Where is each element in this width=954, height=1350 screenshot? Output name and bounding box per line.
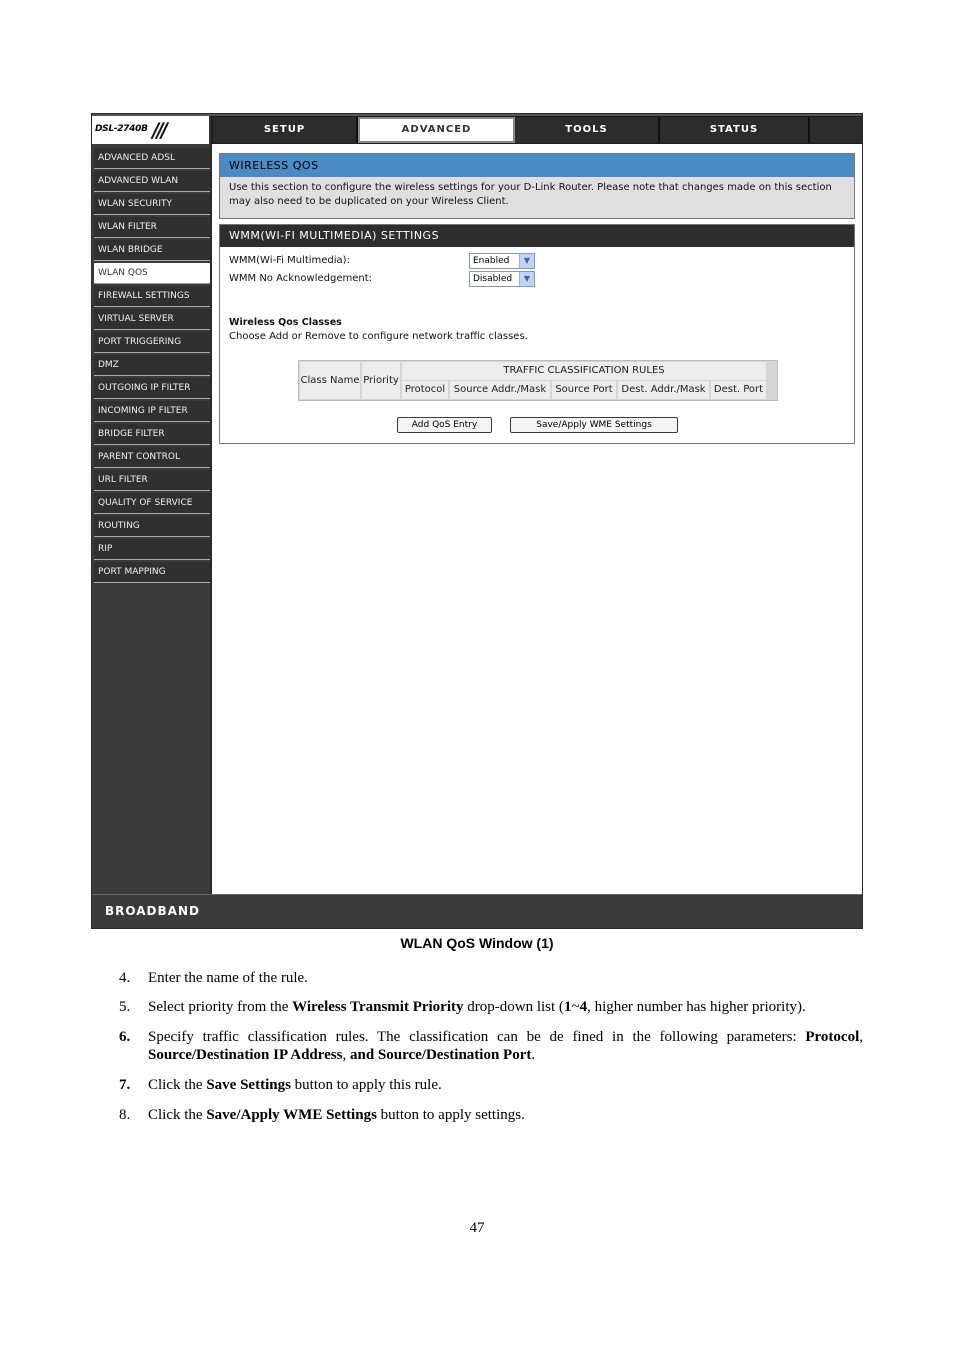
sidebar-item-parent-control[interactable]: PARENT CONTROL: [94, 447, 210, 468]
col-class-name: Class Name: [300, 362, 360, 399]
sidebar-item-dmz[interactable]: DMZ: [94, 355, 210, 376]
step-text: [148, 1029, 863, 1046]
step-text-continued: [148, 1047, 535, 1064]
sidebar-item-rip[interactable]: RIP: [94, 539, 210, 560]
text-segment: drop-down list (: [463, 999, 564, 1015]
page-number: 47: [469, 1220, 485, 1236]
bold-term: Save Settings: [206, 1077, 291, 1093]
save-apply-wme-button[interactable]: Save/Apply WME Settings: [510, 417, 678, 433]
step-text: [148, 1077, 442, 1094]
bold-term: 1: [563, 999, 572, 1015]
bold-term: Source/Destination IP Address: [148, 1047, 343, 1063]
wmm-settings-section: [219, 224, 855, 444]
sidebar-item-port-mapping[interactable]: PORT MAPPING: [94, 562, 210, 583]
sidebar-item-url-filter[interactable]: URL FILTER: [94, 470, 210, 491]
wmm-label: WMM(Wi-Fi Multimedia):: [229, 255, 350, 266]
wmm-select-value: Enabled: [473, 256, 510, 266]
text-segment: Enter the name of the rule.: [148, 970, 308, 986]
sidebar-item-port-triggering[interactable]: PORT TRIGGERING: [94, 332, 210, 353]
step-text: [148, 1107, 525, 1124]
sidebar-item-advanced-adsl[interactable]: ADVANCED ADSL: [94, 148, 210, 169]
text-segment: ,: [859, 1029, 863, 1045]
step-number: 4.: [119, 970, 131, 986]
section-description: Use this section to configure the wireless settings for your D-Link Router. Please note that changes made on this section may also need to be duplicated on your Wireless Client.: [229, 182, 832, 207]
text-segment: Click the: [148, 1107, 207, 1123]
wireless-qos-section: [219, 153, 855, 219]
chevron-down-icon: ▼: [519, 254, 534, 268]
model-name: DSL-2740B: [95, 124, 148, 134]
wmm-select[interactable]: [469, 253, 535, 269]
col-source-addr: Source Addr./Mask: [450, 381, 550, 399]
footer-bar: [92, 894, 862, 928]
text-segment: ~: [571, 999, 580, 1015]
tab-status[interactable]: STATUS: [660, 117, 810, 143]
sidebar-item-wlan-security[interactable]: WLAN SECURITY: [94, 194, 210, 215]
figure-caption: WLAN QoS Window (1): [400, 935, 554, 951]
step-number: 5.: [119, 999, 131, 1015]
sidebar-item-incoming-ip-filter[interactable]: INCOMING IP FILTER: [94, 401, 210, 422]
col-protocol: Protocol: [402, 381, 448, 399]
chevron-down-icon: ▼: [519, 272, 534, 286]
sidebar: [92, 144, 212, 894]
text-segment: button to apply this rule.: [290, 1077, 442, 1093]
sidebar-item-firewall-settings[interactable]: FIREWALL SETTINGS: [94, 286, 210, 307]
sidebar-item-virtual-server[interactable]: VIRTUAL SERVER: [94, 309, 210, 330]
col-source-port: Source Port: [552, 381, 616, 399]
tab-tools[interactable]: TOOLS: [515, 117, 660, 143]
tab-setup[interactable]: SETUP: [213, 117, 358, 143]
top-nav-bar: [92, 114, 862, 144]
step-number: 7.: [119, 1077, 131, 1093]
section-title: WMM(WI-FI MULTIMEDIA) SETTINGS: [220, 225, 854, 247]
router-logo: [92, 116, 211, 144]
bold-term: and Source/Destination Port: [349, 1047, 532, 1063]
col-priority: Priority: [362, 362, 400, 399]
text-segment: ,: [342, 1047, 350, 1063]
sidebar-item-advanced-wlan[interactable]: ADVANCED WLAN: [94, 171, 210, 192]
text-segment: , higher number has higher priority).: [587, 999, 806, 1015]
sidebar-item-quality-of-service[interactable]: QUALITY OF SERVICE: [94, 493, 210, 514]
sidebar-item-routing[interactable]: ROUTING: [94, 516, 210, 537]
wmm-noack-label: WMM No Acknowledgement:: [229, 273, 372, 284]
sidebar-item-outgoing-ip-filter[interactable]: OUTGOING IP FILTER: [94, 378, 210, 399]
qos-classes-table: [298, 360, 778, 401]
qos-classes-title: Wireless Qos Classes: [229, 317, 342, 328]
text-segment: Select priority from the: [148, 999, 293, 1015]
col-dest-addr: Dest. Addr./Mask: [618, 381, 709, 399]
sidebar-item-wlan-bridge[interactable]: WLAN BRIDGE: [94, 240, 210, 261]
step-number: 6.: [119, 1029, 131, 1045]
qos-classes-desc: Choose Add or Remove to configure network traffic classes.: [229, 331, 528, 342]
step-text: [148, 970, 308, 987]
step-text: [148, 999, 806, 1016]
col-dest-port: Dest. Port: [711, 381, 766, 399]
text-segment: .: [531, 1047, 536, 1063]
tab-empty: [810, 117, 862, 143]
section-title: WIRELESS QOS: [220, 154, 854, 177]
text-segment: Specify traffic classification rules. The classification can be de fined in the following parameters:: [148, 1029, 806, 1045]
step-number: 8.: [119, 1107, 131, 1123]
bold-term: Protocol: [805, 1029, 860, 1045]
wmm-noack-select-value: Disabled: [473, 274, 513, 284]
logo-slash-icon: ///: [149, 118, 168, 142]
add-qos-entry-button[interactable]: Add QoS Entry: [397, 417, 492, 433]
bold-term: Wireless Transmit Priority: [292, 999, 464, 1015]
bold-term: 4: [579, 999, 588, 1015]
text-segment: button to apply settings.: [376, 1107, 525, 1123]
tab-advanced[interactable]: ADVANCED: [358, 117, 515, 143]
sidebar-item-wlan-filter[interactable]: WLAN FILTER: [94, 217, 210, 238]
sidebar-item-bridge-filter[interactable]: BRIDGE FILTER: [94, 424, 210, 445]
router-screenshot: [91, 113, 863, 929]
col-traffic-rules: TRAFFIC CLASSIFICATION RULES: [402, 362, 766, 380]
footer-brand: BROADBAND: [105, 904, 200, 918]
bold-term: Save/Apply WME Settings: [206, 1107, 377, 1123]
main-content: [212, 144, 862, 894]
sidebar-item-wlan-qos[interactable]: WLAN QOS: [94, 263, 210, 284]
text-segment: Click the: [148, 1077, 207, 1093]
wmm-noack-select[interactable]: [469, 271, 535, 287]
